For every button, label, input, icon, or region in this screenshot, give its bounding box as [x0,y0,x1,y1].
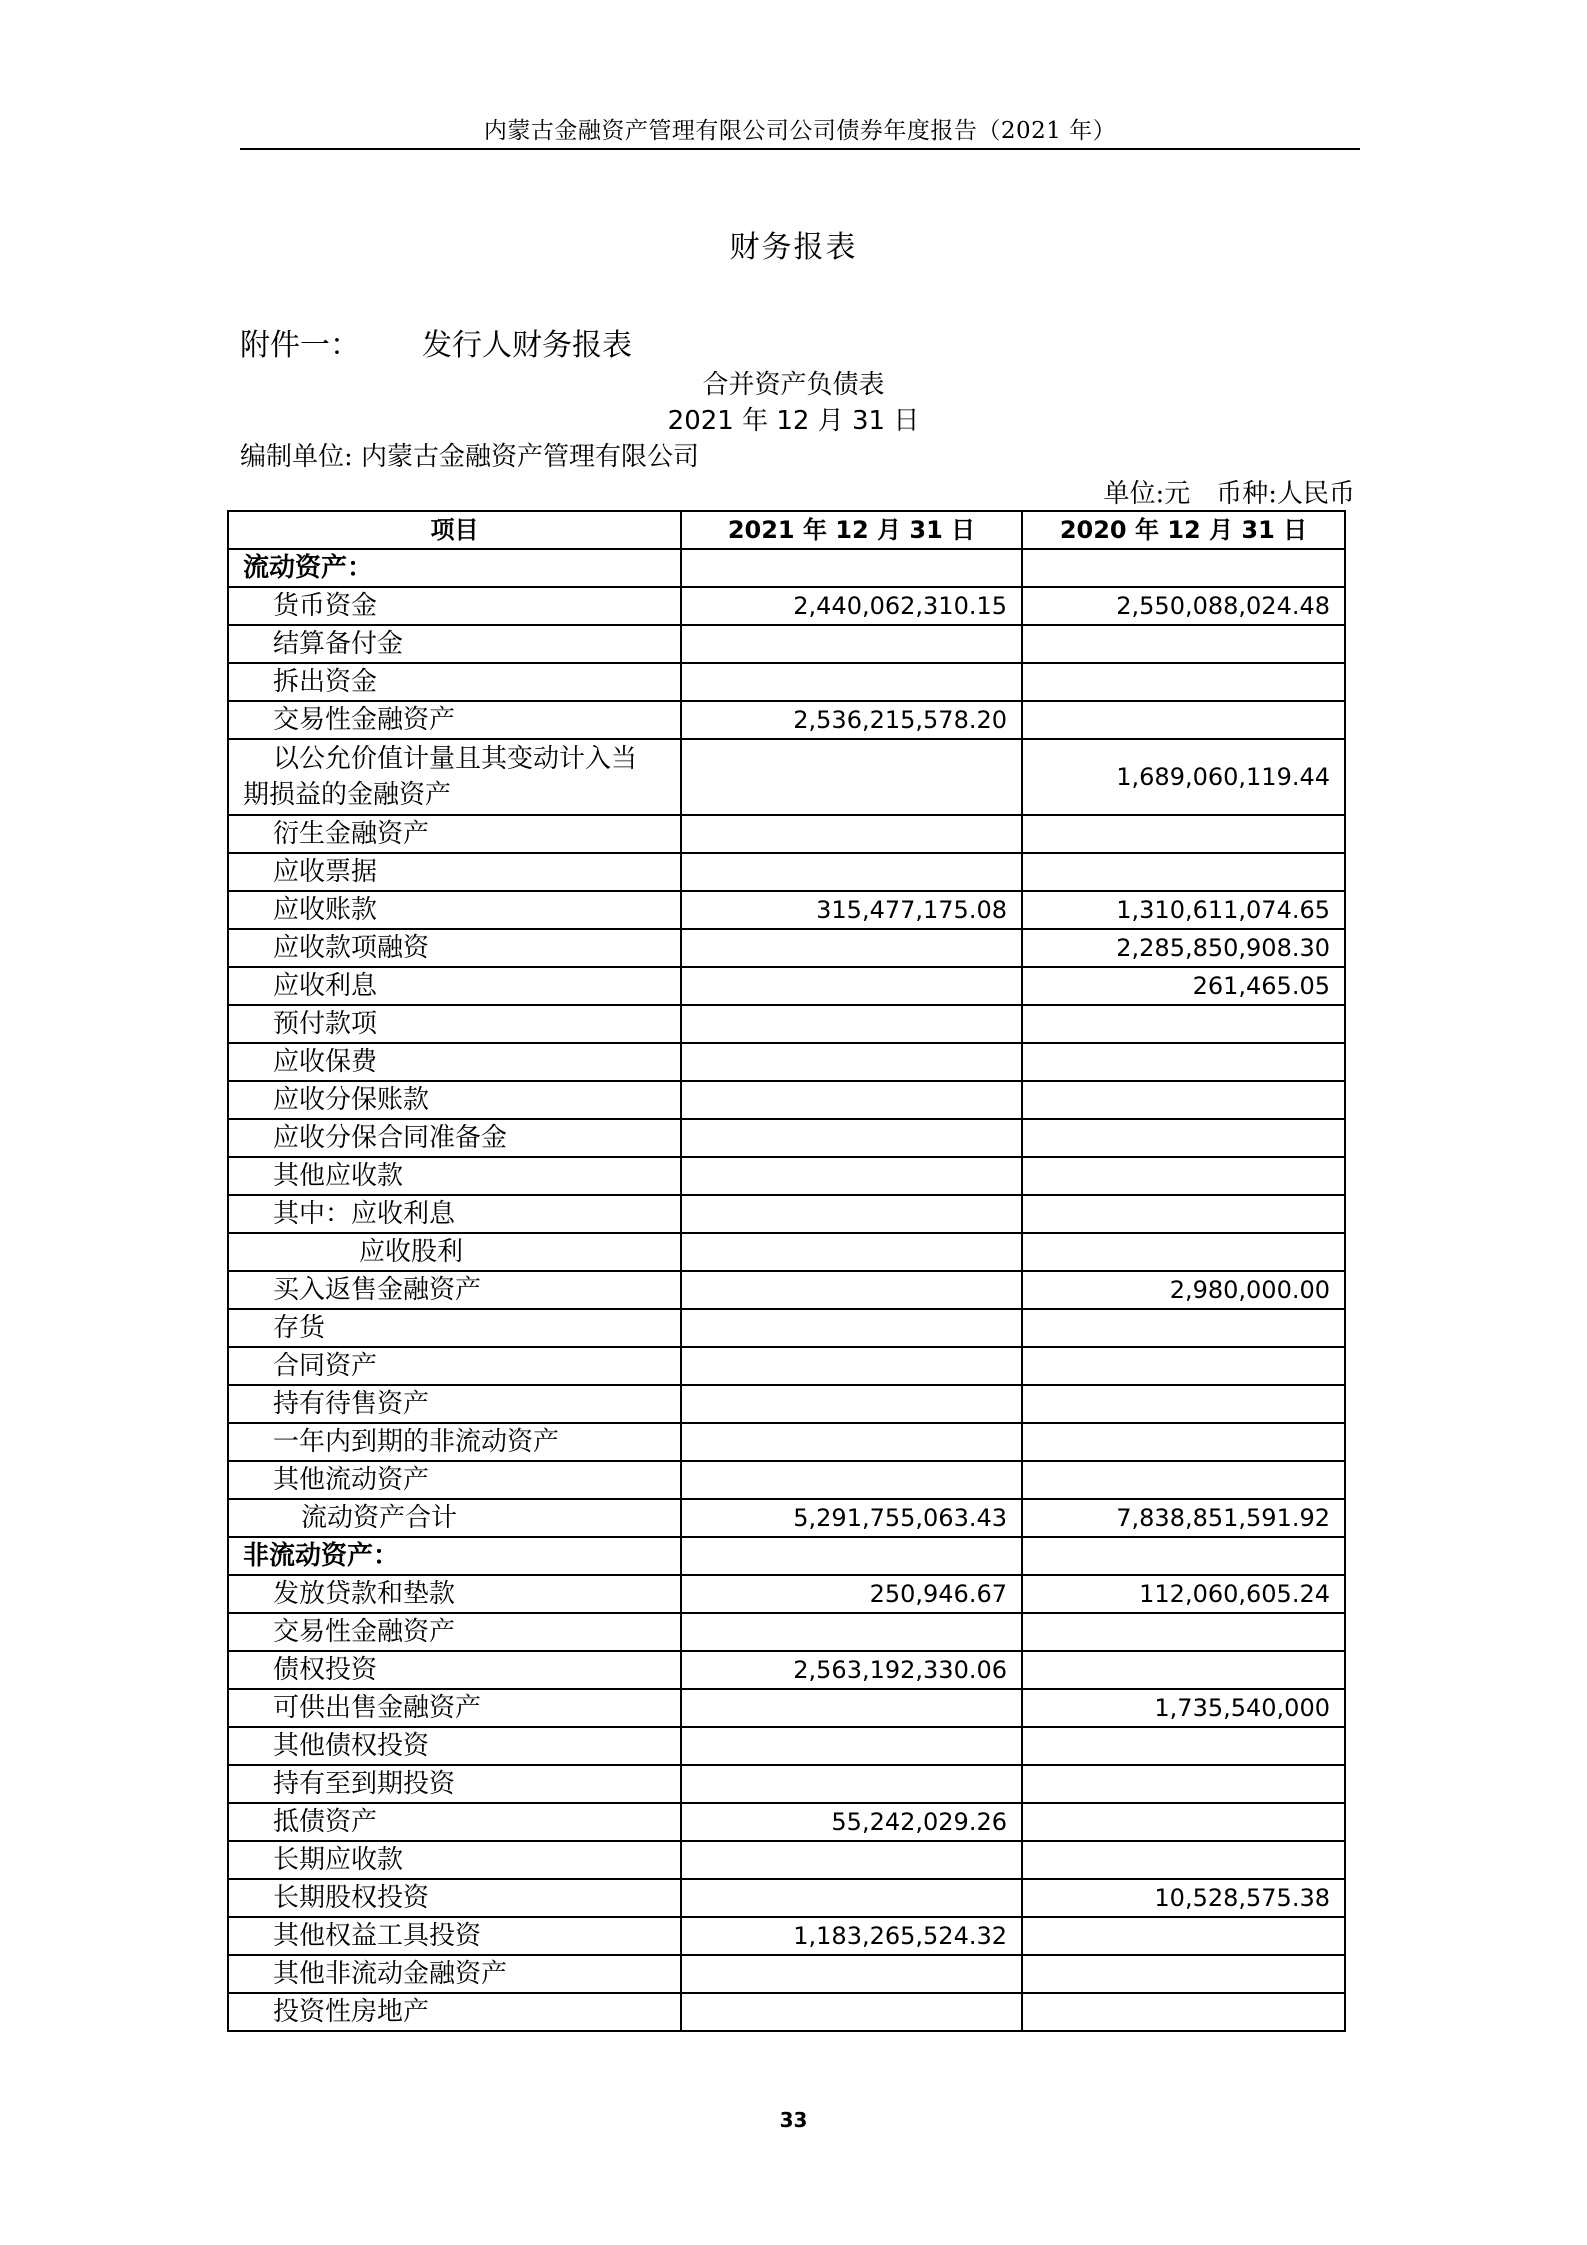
header-rule [240,148,1360,150]
row-item: 投资性房地产 [228,1993,681,2031]
table-row [228,1917,1345,1955]
value-2020: 2,550,088,024.48 [1022,587,1345,625]
value-2020 [1022,1651,1345,1689]
value-2020 [1022,1917,1345,1955]
page-number: 33 [779,2108,808,2132]
value-2020 [1022,663,1345,701]
table-row [228,1765,1345,1803]
currency-label: 币种:人民币 [1216,479,1355,509]
value-2020: 1,689,060,119.44 [1022,739,1345,815]
value-2021: 2,536,215,578.20 [681,701,1022,739]
attachment-title: 发行人财务报表 [422,328,632,363]
value-2020 [1022,1081,1345,1119]
table-row [228,1271,1345,1309]
row-item: 预付款项 [228,1005,681,1043]
value-2020 [1022,1727,1345,1765]
row-item: 其他权益工具投资 [228,1917,681,1955]
row-item: 其中：应收利息 [228,1195,681,1233]
table-row [228,1157,1345,1195]
value-2020 [1022,1803,1345,1841]
table-header-row [228,511,1345,549]
unit-label: 单位:元 [1103,479,1191,509]
value-2021 [681,1119,1022,1157]
value-2021 [681,929,1022,967]
row-item-line2: 期损益的金融资产 [243,780,452,810]
table-row [228,739,1345,815]
table-row [228,663,1345,701]
value-2021 [681,967,1022,1005]
value-2020 [1022,1765,1345,1803]
value-2020: 7,838,851,591.92 [1022,1499,1345,1537]
value-2020 [1022,1841,1345,1879]
table-row [228,1385,1345,1423]
value-2020 [1022,1005,1345,1043]
row-item: 应收分保账款 [228,1081,681,1119]
header-item: 项目 [228,511,681,549]
table-row [228,1195,1345,1233]
row-item: 结算备付金 [228,625,681,663]
row-item: 应收分保合同准备金 [228,1119,681,1157]
row-item: 衍生金融资产 [228,815,681,853]
table-row [228,1955,1345,1993]
table-row [228,967,1345,1005]
row-item: 货币资金 [228,587,681,625]
table-row [228,701,1345,739]
table-row [228,625,1345,663]
header-2021: 2021 年 12 月 31 日 [681,511,1022,549]
table-row [228,1461,1345,1499]
row-item: 抵债资产 [228,1803,681,1841]
row-item: 存货 [228,1309,681,1347]
table-row [228,1309,1345,1347]
value-2021 [681,739,1022,815]
table-row [228,1651,1345,1689]
value-2021: 1,183,265,524.32 [681,1917,1022,1955]
value-2021 [681,1689,1022,1727]
statement-date: 2021 年 12 月 31 日 [667,406,920,436]
value-2020 [1022,1613,1345,1651]
balance-sheet-table [227,510,1346,2032]
row-item: 应收利息 [228,967,681,1005]
value-2020 [1022,1385,1345,1423]
table-row [228,1727,1345,1765]
value-2021: 315,477,175.08 [681,891,1022,929]
table-row [228,1081,1345,1119]
statement-title: 合并资产负债表 [702,370,885,400]
row-item: 持有至到期投资 [228,1765,681,1803]
preparer-line: 编制单位: 内蒙古金融资产管理有限公司 [240,442,700,472]
value-2020 [1022,1157,1345,1195]
table-row [228,853,1345,891]
value-2021 [681,1271,1022,1309]
row-item: 拆出资金 [228,663,681,701]
table-row [228,549,1345,587]
row-item: 一年内到期的非流动资产 [228,1423,681,1461]
value-2021 [681,1841,1022,1879]
table-row [228,587,1345,625]
value-2021 [681,1005,1022,1043]
value-2021 [681,815,1022,853]
value-2020 [1022,1119,1345,1157]
attachment-heading [240,320,632,364]
row-item-line1: 以公允价值计量且其变动计入当 [273,744,638,774]
table-row [228,1575,1345,1613]
table-row [228,891,1345,929]
value-2021 [681,1727,1022,1765]
row-item: 买入返售金融资产 [228,1271,681,1309]
row-item: 应收票据 [228,853,681,891]
header-2020: 2020 年 12 月 31 日 [1022,511,1345,549]
value-2020: 1,310,611,074.65 [1022,891,1345,929]
row-item: 应收保费 [228,1043,681,1081]
value-2020 [1022,815,1345,853]
table-row [228,1537,1345,1575]
value-2020 [1022,1233,1345,1271]
running-header: 内蒙古金融资产管理有限公司公司债券年度报告（2021 年） [483,118,1117,144]
value-2020: 2,285,850,908.30 [1022,929,1345,967]
table-row [228,1043,1345,1081]
row-item: 流动资产： [228,549,681,587]
row-item: 应收款项融资 [228,929,681,967]
value-2020 [1022,853,1345,891]
report-title: 财务报表 [729,230,858,265]
value-2020 [1022,1955,1345,1993]
value-2021 [681,1385,1022,1423]
value-2021 [681,1043,1022,1081]
row-item: 交易性金融资产 [228,1613,681,1651]
value-2020 [1022,1043,1345,1081]
value-2021 [681,1537,1022,1575]
value-2021 [681,1423,1022,1461]
row-item: 应收账款 [228,891,681,929]
value-2020 [1022,1993,1345,2031]
row-item: 持有待售资产 [228,1385,681,1423]
value-2021: 55,242,029.26 [681,1803,1022,1841]
value-2021: 5,291,755,063.43 [681,1499,1022,1537]
value-2020 [1022,1347,1345,1385]
value-2021 [681,1879,1022,1917]
table-row [228,1423,1345,1461]
value-2021: 2,440,062,310.15 [681,587,1022,625]
table-row [228,1841,1345,1879]
row-item: 非流动资产： [228,1537,681,1575]
table-row [228,1879,1345,1917]
value-2021 [681,1955,1022,1993]
value-2020: 261,465.05 [1022,967,1345,1005]
value-2020: 112,060,605.24 [1022,1575,1345,1613]
unit-line [1103,473,1355,510]
row-item: 合同资产 [228,1347,681,1385]
table-row [228,1993,1345,2031]
row-item: 应收股利 [228,1233,681,1271]
table-row [228,929,1345,967]
value-2021 [681,1081,1022,1119]
value-2020 [1022,701,1345,739]
table-row [228,1613,1345,1651]
table-row [228,1119,1345,1157]
table-row [228,1005,1345,1043]
table-row [228,1689,1345,1727]
row-item: 债权投资 [228,1651,681,1689]
value-2021 [681,1233,1022,1271]
value-2021: 250,946.67 [681,1575,1022,1613]
table-row [228,815,1345,853]
row-item: 其他非流动金融资产 [228,1955,681,1993]
value-2020 [1022,1423,1345,1461]
value-2021 [681,1765,1022,1803]
table-row [228,1499,1345,1537]
value-2021 [681,1613,1022,1651]
row-item [228,739,681,815]
row-item: 交易性金融资产 [228,701,681,739]
row-item: 长期应收款 [228,1841,681,1879]
value-2020 [1022,1195,1345,1233]
value-2021 [681,1309,1022,1347]
value-2021 [681,663,1022,701]
value-2021 [681,625,1022,663]
value-2021 [681,1993,1022,2031]
row-item: 其他债权投资 [228,1727,681,1765]
value-2021 [681,1157,1022,1195]
value-2021 [681,853,1022,891]
table-row [228,1347,1345,1385]
attachment-label: 附件一： [240,328,360,363]
table-row [228,1803,1345,1841]
value-2020 [1022,549,1345,587]
row-item: 发放贷款和垫款 [228,1575,681,1613]
value-2021 [681,549,1022,587]
value-2020: 10,528,575.38 [1022,1879,1345,1917]
value-2021: 2,563,192,330.06 [681,1651,1022,1689]
row-item: 长期股权投资 [228,1879,681,1917]
value-2020: 1,735,540,000 [1022,1689,1345,1727]
value-2020 [1022,1537,1345,1575]
value-2021 [681,1195,1022,1233]
table-row [228,1233,1345,1271]
value-2020 [1022,625,1345,663]
row-item: 其他流动资产 [228,1461,681,1499]
value-2020: 2,980,000.00 [1022,1271,1345,1309]
row-item: 流动资产合计 [228,1499,681,1537]
row-item: 可供出售金融资产 [228,1689,681,1727]
value-2020 [1022,1461,1345,1499]
row-item: 其他应收款 [228,1157,681,1195]
value-2020 [1022,1309,1345,1347]
value-2021 [681,1461,1022,1499]
value-2021 [681,1347,1022,1385]
